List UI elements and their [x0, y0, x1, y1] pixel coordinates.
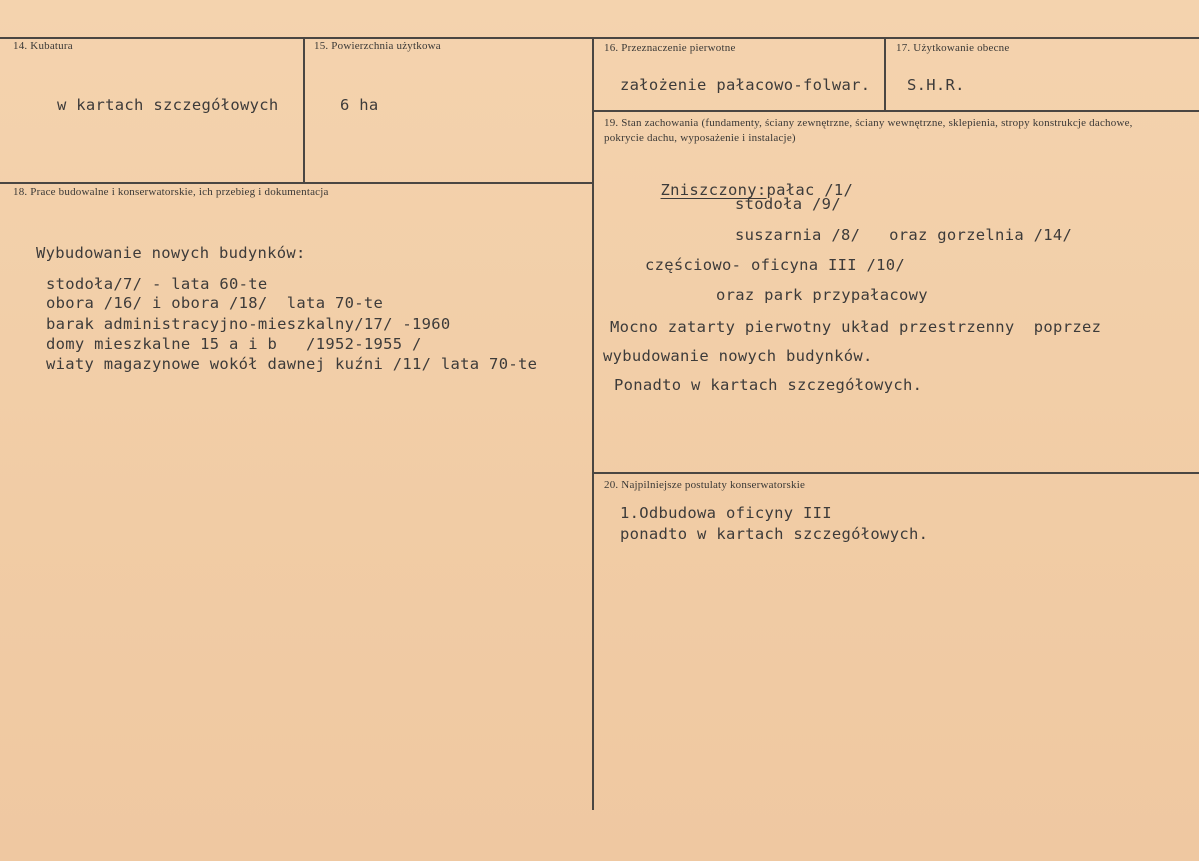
- field-19-line-1-rest: pałac /1/: [766, 181, 854, 199]
- field-19-line-8: Ponadto w kartach szczegółowych.: [614, 376, 923, 394]
- divider-14-15: [303, 37, 305, 182]
- field-19-line-6: Mocno zatarty pierwotny układ przestrzenny poprzez: [610, 318, 1102, 336]
- field-16-value: założenie pałacowo-folwar.: [620, 76, 871, 94]
- rule-under-19: [593, 472, 1199, 474]
- field-18-line-1: stodoła/7/ - lata 60-te: [46, 275, 268, 293]
- field-19-line-5: oraz park przypałacowy: [716, 286, 928, 304]
- destroyed-label: Zniszczony:: [660, 181, 767, 199]
- divider-16-17: [884, 37, 886, 111]
- field-18-label: 18. Prace budowalne i konserwatorskie, ich przebieg i dokumentacja: [13, 186, 329, 198]
- field-18-line-2: obora /16/ i obora /18/ lata 70-te: [46, 294, 384, 312]
- field-14-label: 14. Kubatura: [13, 40, 73, 52]
- rule-under-16-17: [593, 110, 1199, 112]
- center-divider: [592, 37, 594, 810]
- field-15-label: 15. Powierzchnia użytkowa: [314, 40, 441, 52]
- field-19-line-7: wybudowanie nowych budynków.: [603, 347, 873, 365]
- field-20-line-2: ponadto w kartach szczegółowych.: [620, 525, 929, 543]
- field-16-label: 16. Przeznaczenie pierwotne: [604, 42, 736, 54]
- field-14-value: w kartach szczegółowych: [57, 96, 279, 114]
- field-20-label: 20. Najpilniejsze postulaty konserwatorskie: [604, 479, 806, 491]
- field-19-line-3: suszarnia /8/ oraz gorzelnia /14/: [735, 226, 1073, 244]
- field-17-label: 17. Użytkowanie obecne: [896, 42, 1010, 54]
- field-18-line-3: barak administracyjno-mieszkalny/17/ -1960: [46, 315, 451, 333]
- field-18-heading: Wybudowanie nowych budynków:: [36, 244, 306, 262]
- field-20-line-1: 1.Odbudowa oficyny III: [620, 504, 832, 522]
- field-18-line-4: domy mieszkalne 15 a i b /1952-1955 /: [46, 335, 422, 353]
- field-19-label: 19. Stan zachowania (fundamenty, ściany zewnętrzne, ściany wewnętrzne, sklepienia, stropy konstrukcje dachowe, pokrycie dachu, wyposażenie i instalacje): [604, 117, 1133, 144]
- field-19-line-4: częściowo- oficyna III /10/: [645, 256, 906, 274]
- top-rule: [0, 37, 1199, 39]
- field-17-value: S.H.R.: [907, 76, 965, 94]
- field-19-line-2: stodoła /9/: [735, 195, 841, 213]
- rule-under-14-15: [0, 182, 593, 184]
- field-18-line-5: wiaty magazynowe wokół dawnej kuźni /11/ lata 70-te: [46, 355, 538, 373]
- field-15-value: 6 ha: [340, 96, 379, 114]
